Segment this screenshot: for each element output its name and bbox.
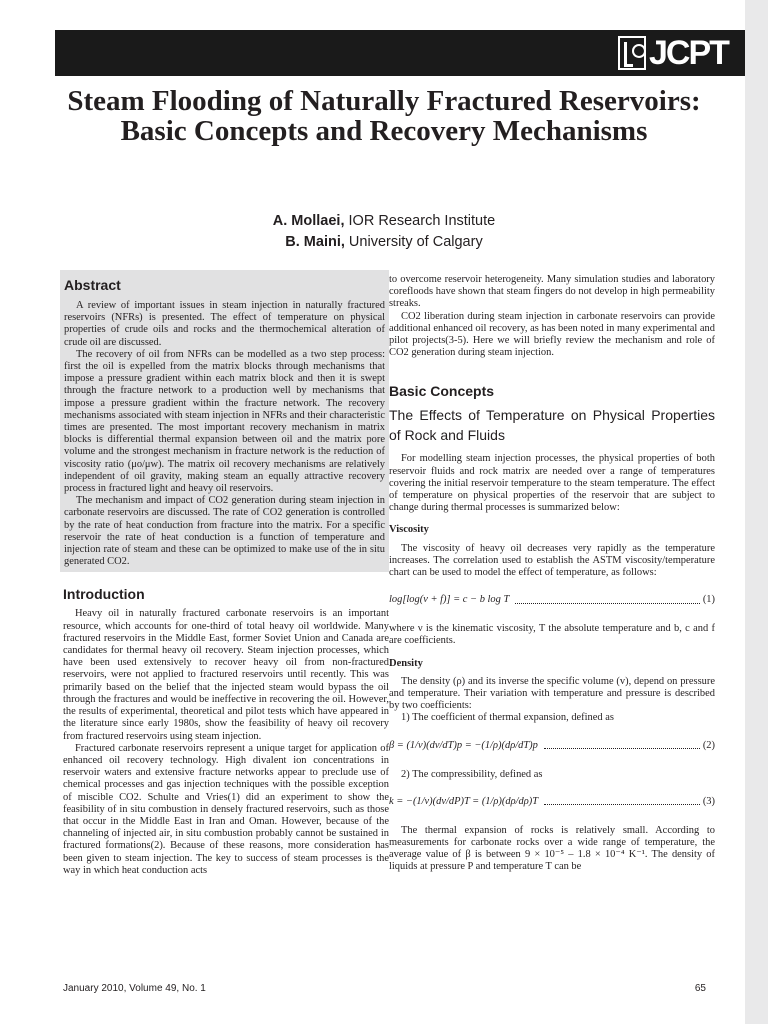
journal-emblem-icon bbox=[618, 36, 646, 70]
journal-logo-text: JCPT bbox=[649, 34, 728, 72]
author-line bbox=[60, 232, 708, 253]
body-paragraph: The viscosity of heavy oil decreases very rapidly as the temperature increases. The correlation used to establish the ASTM viscosity/temperature chart can be used to model the effect of temperature, as follows: bbox=[389, 542, 715, 579]
dot-leader bbox=[515, 595, 700, 604]
equation-number: (2) bbox=[702, 739, 715, 751]
equation-formula: β = (1/v)(dv/dT)p = −(1/ρ)(dρ/dT)p bbox=[389, 739, 538, 751]
page-margin-strip bbox=[745, 0, 768, 1024]
equation-formula: log[log(ν + f)] = c − b log T bbox=[389, 594, 510, 606]
abstract-heading: Abstract bbox=[64, 277, 121, 293]
introduction-heading: Introduction bbox=[63, 586, 145, 603]
author-affiliation: IOR Research Institute bbox=[344, 213, 496, 229]
basic-concepts-heading: Basic Concepts bbox=[389, 383, 495, 400]
author-name: A. Mollaei, bbox=[272, 213, 345, 229]
body-paragraph: The density (ρ) and its inverse the specific volume (v), depend on pressure and temperature. Their variation with temperature and pressure is described by two coefficients: bbox=[389, 675, 715, 712]
right-column bbox=[389, 274, 715, 874]
page-number: 65 bbox=[694, 983, 706, 994]
body-paragraph: The thermal expansion of rocks is relatively small. According to measurements for carbonate rocks over a wide range of temperature, the average value of β is between 9 × 10⁻⁵ – 1.8 × 10⁻⁴ K⁻¹. The density of liquids at pressure P and temperature T can be bbox=[389, 824, 715, 873]
introduction-paragraph: Heavy oil in naturally fractured carbonate reservoirs is an important resource, which accounts for one-third of total heavy oil worldwide. Many fractured reservoirs in the Middle East, former Soviet Union and Canada are candidates for thermal heavy oil recovery. Steam injection processes, which have been used extensively to recover heavy oil from non-fractured reservoirs, were not applied to fractured reservoirs until recently. This was primarily based on the belief that the injected steam would bypass the oil through the fractures and would be ineffective in recovering the oil. However, the results of experimental, theoretical and pilot tests which have appeared in the literature since early 1980s, show the feasibility of heavy oil recovery from fractured reservoirs using steam injection. bbox=[63, 608, 389, 742]
journal-logo bbox=[618, 33, 728, 73]
viscosity-heading: Viscosity bbox=[389, 524, 429, 536]
body-paragraph: For modelling steam injection processes, the physical properties of both reservoir fluids and rock matrix are needed over a range of temperatures covering the initial reservoir temperature to the steam temperature. The effect of temperature on physical properties of the reservoir that are subject to change during thermal processes is summarized below: bbox=[389, 453, 715, 514]
issue-info: January 2010, Volume 49, No. 1 bbox=[63, 983, 206, 994]
equation-2 bbox=[389, 739, 715, 753]
equation-number: (3) bbox=[702, 795, 715, 807]
left-column bbox=[63, 270, 389, 877]
equation-3 bbox=[389, 795, 715, 809]
body-paragraph: CO2 liberation during steam injection in carbonate reservoirs can provide additional enhanced oil recovery, as has been noted in many experimental and pilot projects(3-5). Here we will briefly review the mechanism and role of CO2 generation during steam injection. bbox=[389, 310, 715, 359]
abstract-paragraph: The mechanism and impact of CO2 generation during steam injection in carbonate reservoirs are discussed. The rate of CO2 generation is controlled by the rate of heat conduction from fracture into the matrix. For a specific reservoir the rate of heat conduction is a function of temperature and injection rate of steam and these can be optimized to make use of the in situ generated CO2. bbox=[64, 495, 385, 568]
list-item: 1) The coefficient of thermal expansion, defined as bbox=[401, 712, 614, 724]
introduction-paragraph: Fractured carbonate reservoirs represent a unique target for application of enhanced oil recovery technology. High divalent ion concentrations in reservoir waters and extensive fracture networks appear to preclude use of chemical processes and gas injection techniques with the possible exception of miscible CO2. Schulte and Vries(1) did an experiment to show the feasibility of in situ combustion in densely fractured reservoirs, such as those that occur in the Middle East in Iran and Oman. However, because of the channeling of injected air, in situ combustion probably cannot be sustained in fractured formations(2). Because of these reasons, more consideration has been given to steam injection. The key to success of steam processes is the way in which heat conduction acts bbox=[63, 742, 389, 876]
abstract-paragraph: A review of important issues in steam injection in naturally fractured reservoirs (NFRs) is presented. The effect of temperature on physical properties of crude oils and rocks and the thermochemical alteration of crude oil are discussed. bbox=[64, 300, 385, 348]
dot-leader bbox=[544, 740, 700, 749]
body-paragraph: to overcome reservoir heterogeneity. Many simulation studies and laboratory corefloods have shown that steam fingers do not develop in high permeability streaks. bbox=[389, 274, 715, 310]
paper-title: Steam Flooding of Naturally Fractured Reservoirs: Basic Concepts and Recovery Mechanisms bbox=[67, 85, 701, 147]
equation-1 bbox=[389, 593, 715, 607]
author-affiliation: University of Calgary bbox=[344, 234, 483, 250]
author-list bbox=[60, 211, 708, 253]
author-name: B. Maini, bbox=[285, 234, 345, 250]
density-heading: Density bbox=[389, 657, 423, 669]
abstract-paragraph: The recovery of oil from NFRs can be modelled as a two step process: first the oil is expelled from the matrix blocks through mechanisms that impose a pressure gradient within each matrix block and then it is swept through the fracture network to a production well by mechanisms that impose a pressure gradient within the fracture network. The recovery mechanisms associated with steam injection in NFRs and their characteristic times are presented. The most important recovery mechanism in matrix blocks is differential thermal expansion between oil and the matrix pore volume and the strongest mechanism in fracture network is the reduction of viscosity ratio (μo/μw). The matrix oil recovery mechanisms are relatively independent of oil gravity, making steam an equally attractive recovery process in fractured light and heavy oil reservoirs. bbox=[64, 348, 385, 495]
author-line bbox=[60, 211, 708, 232]
equation-number: (1) bbox=[702, 594, 715, 606]
equation-formula: k = −(1/v)(dv/dP)T = (1/ρ)(dρ/dρ)T bbox=[389, 795, 539, 807]
list-item: 2) The compressibility, defined as bbox=[401, 768, 543, 780]
abstract-box bbox=[60, 270, 389, 572]
body-paragraph: where ν is the kinematic viscosity, T the absolute temperature and b, c and f are coefficients. bbox=[389, 623, 715, 647]
temperature-effects-subheading: The Effects of Temperature on Physical Properties of Rock and Fluids bbox=[389, 407, 715, 444]
dot-leader bbox=[544, 796, 700, 805]
